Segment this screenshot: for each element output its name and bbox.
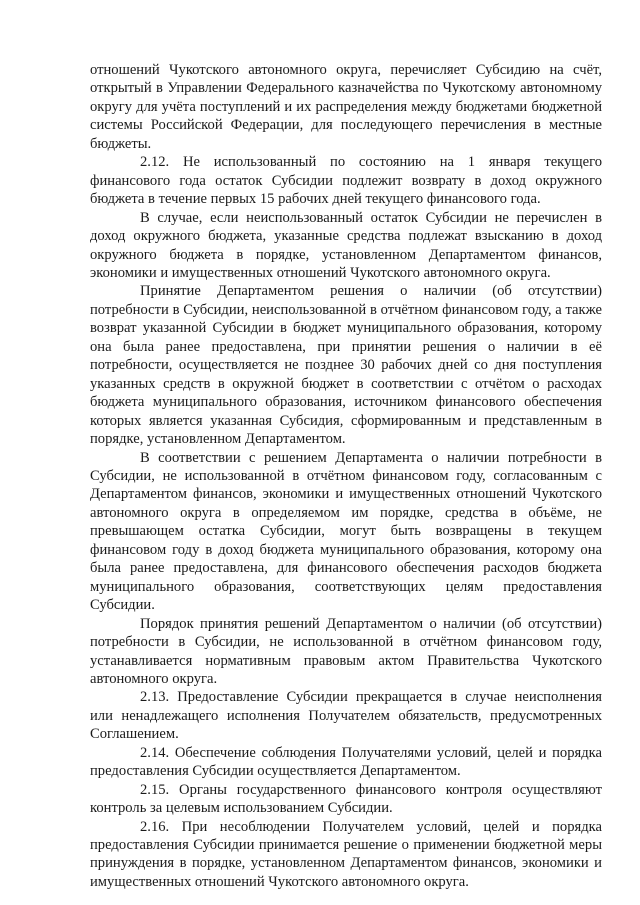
paragraph-2-12-return: В соответствии с решением Департамента о наличии потребности в Субсидии, не использованной в отчётном финансовом году, согласованным с Департаментом финансов, экономики и имущественных отношений Чукотского автономного округа в определяемом им порядке, средства в объёме, не превышающем остатка Субсидии, могут быть возвращены в текущем финансовом году в доход бюджета муниципального образования, которому она была ранее предоставлена, для финансового обеспечения расходов бюджета муниципального образования, соответствующих целям предоставления Субсидии. (90, 449, 602, 614)
paragraph-2-13: 2.13. Предоставление Субсидии прекращается в случае неисполнения или ненадлежащего исполнения Получателем обязательств, предусмотренных Соглашением. (90, 689, 602, 743)
paragraph-continuation: отношений Чукотского автономного округа, перечисляет Субсидию на счёт, открытый в Управлении Федерального казначейства по Чукотскому автономному округу для учёта поступлений и их распределения между бюджетами бюджетной системы Российской Федерации, для последующего перечисления в местные бюджеты. (90, 62, 602, 152)
paragraph-2-14: 2.14. Обеспечение соблюдения Получателями условий, целей и порядка предоставления Субсидии осуществляется Департаментом. (90, 744, 602, 780)
paragraph-2-12-decision: Принятие Департаментом решения о наличии (об отсутствии) потребности в Субсидии, неиспользованной в отчётном финансовом году, а также возврат указанной Субсидии в бюджет муниципального образования, которому она была ранее предоставлена, при принятии решения о наличии в её потребности, осуществляется не позднее 30 рабочих дней со дня поступления указанных средств в окружной бюджет в соответствии с отчётом о расходах бюджета муниципального образования, источником финансового обеспечения которых является указанная Субсидия, сформированным и представленным в порядке, установленном Департаментом. (90, 283, 602, 448)
paragraph-2-12: 2.12. Не использованный по состоянию на 1 января текущего финансового года остаток Субсидии подлежит возврату в доход окружного бюджета в течение первых 15 рабочих дней текущего финансового года. (90, 154, 602, 208)
paragraph-2-12-procedure: Порядок принятия решений Департаментом о наличии (об отсутствии) потребности в Субсидии, не использованной в отчётном финансовом году, устанавливается нормативным правовым актом Правительства Чукотского автономного округа. (90, 615, 602, 687)
paragraph-2-15: 2.15. Органы государственного финансового контроля осуществляют контроль за целевым использованием Субсидии. (90, 781, 602, 817)
paragraph-2-16: 2.16. При несоблюдении Получателем условий, целей и порядка предоставления Субсидии принимается решение о применении бюджетной меры принуждения в порядке, установленном Департаментом финансов, экономики и имущественных отношений Чукотского автономного округа. (90, 818, 602, 890)
paragraph-2-12-recovery: В случае, если неиспользованный остаток Субсидии не перечислен в доход окружного бюджета, указанные средства подлежат взысканию в доход окружного бюджета в порядке, установленном Департаментом финансов, экономики и имущественных отношений Чукотского автономного округа. (90, 209, 602, 281)
document-page (90, 61, 602, 891)
